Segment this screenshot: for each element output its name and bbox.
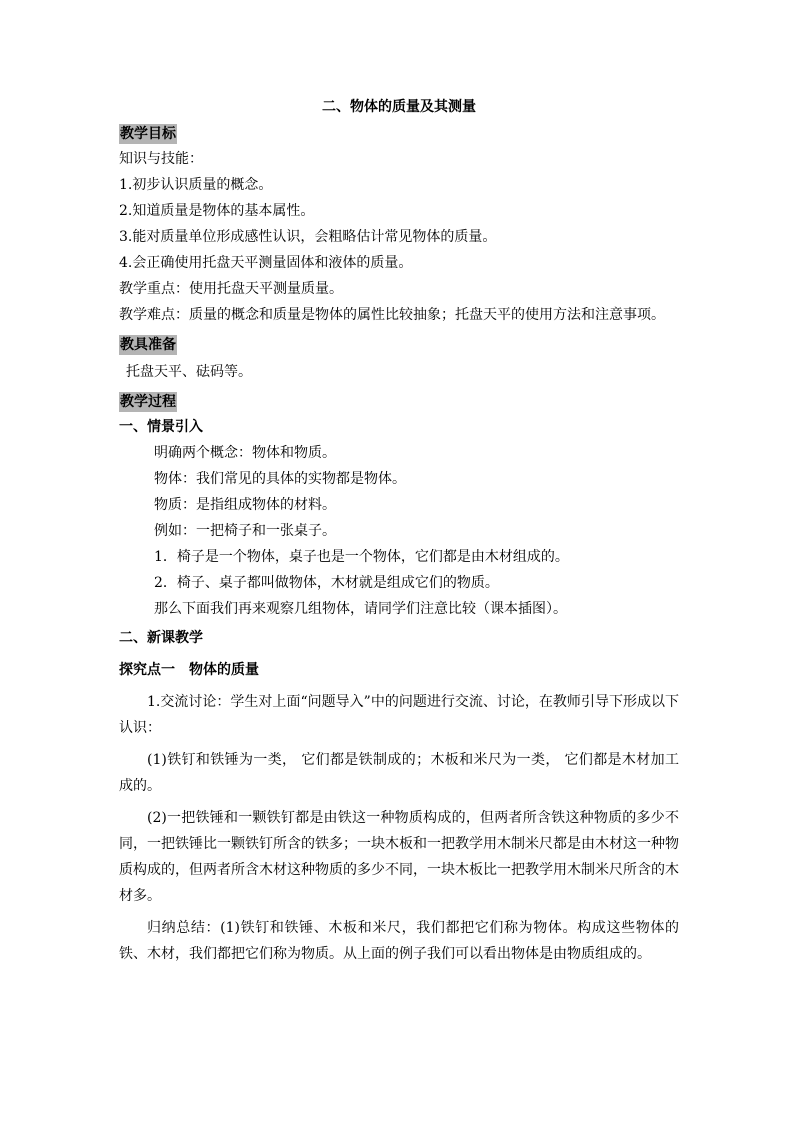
explore-point-heading: 探究点一 物体的质量 [119,662,259,678]
intro-line: 1．椅子是一个物体，桌子也是一个物体，它们都是由木材组成的。 [154,549,569,565]
section-teaching-process [119,388,679,414]
body-paragraph: 1.交流讨论：学生对上面“问题导入”中的问题进行交流、讨论，在教师引导下形成以下认识： [119,694,679,736]
body-paragraph: (1)铁钉和铁锤为一类， 它们都是铁制成的；木板和米尺为一类， 它们都是木材加工成的。 [119,752,679,794]
section-teaching-tools [119,331,679,357]
goals-line: 1.初步认识质量的概念。 [119,177,273,193]
goals-line: 4.会正确使用托盘天平测量固体和液体的质量。 [119,255,413,271]
intro-line: 那么下面我们再来观察几组物体，请同学们注意比较（课本插图）。 [154,601,567,617]
body-paragraph: (2)一把铁锤和一颗铁钉都是由铁这一种物质构成的，但两者所含铁这种物质的多少不同，一把铁锤比一颗铁钉所含的铁多；一块木板和一把教学用木制米尺都是由木材这一种物质构成的，但两者所含木材这种物质的多少不同，一块木板比一把教学用木制米尺所含的木材多。 [119,810,679,904]
section-teaching-goals [119,120,679,146]
heading-new-lesson: 二、新课教学 [119,630,203,646]
intro-line: 物体：我们常见的具体的实物都是物体。 [154,471,406,487]
intro-line: 明确两个概念：物体和物质。 [154,445,336,461]
intro-line: 2．椅子、桌子都叫做物体，木材就是组成它们的物质。 [154,575,499,591]
goals-line: 知识与技能： [119,151,203,167]
body-paragraph: 归纳总结：(1)铁钉和铁锤、木板和米尺，我们都把它们称为物体。构成这些物体的铁、木材，我们都把它们称为物质。从上面的例子我们可以看出物体是由物质组成的。 [119,920,679,962]
goals-line: 2.知道质量是物体的基本属性。 [119,203,315,219]
key-point-line: 教学重点：使用托盘天平测量质量。 [119,281,343,297]
section-tag-teaching-goals: 教学目标 [120,126,176,142]
section-tag-teaching-process: 教学过程 [120,394,176,410]
difficulty-line: 教学难点：质量的概念和质量是物体的属性比较抽象；托盘天平的使用方法和注意事项。 [119,307,665,323]
document-page [119,94,679,967]
document-title: 二、物体的质量及其测量 [322,99,476,115]
goals-line: 3.能对质量单位形成感性认识，会粗略估计常见物体的质量。 [119,229,497,245]
section-tag-teaching-tools: 教具准备 [120,337,176,353]
heading-scene-intro: 一、情景引入 [119,419,203,435]
intro-line: 物质：是指组成物体的材料。 [154,497,336,513]
tools-line: 托盘天平、砝码等。 [126,364,252,380]
intro-line: 例如：一把椅子和一张桌子。 [154,523,336,539]
